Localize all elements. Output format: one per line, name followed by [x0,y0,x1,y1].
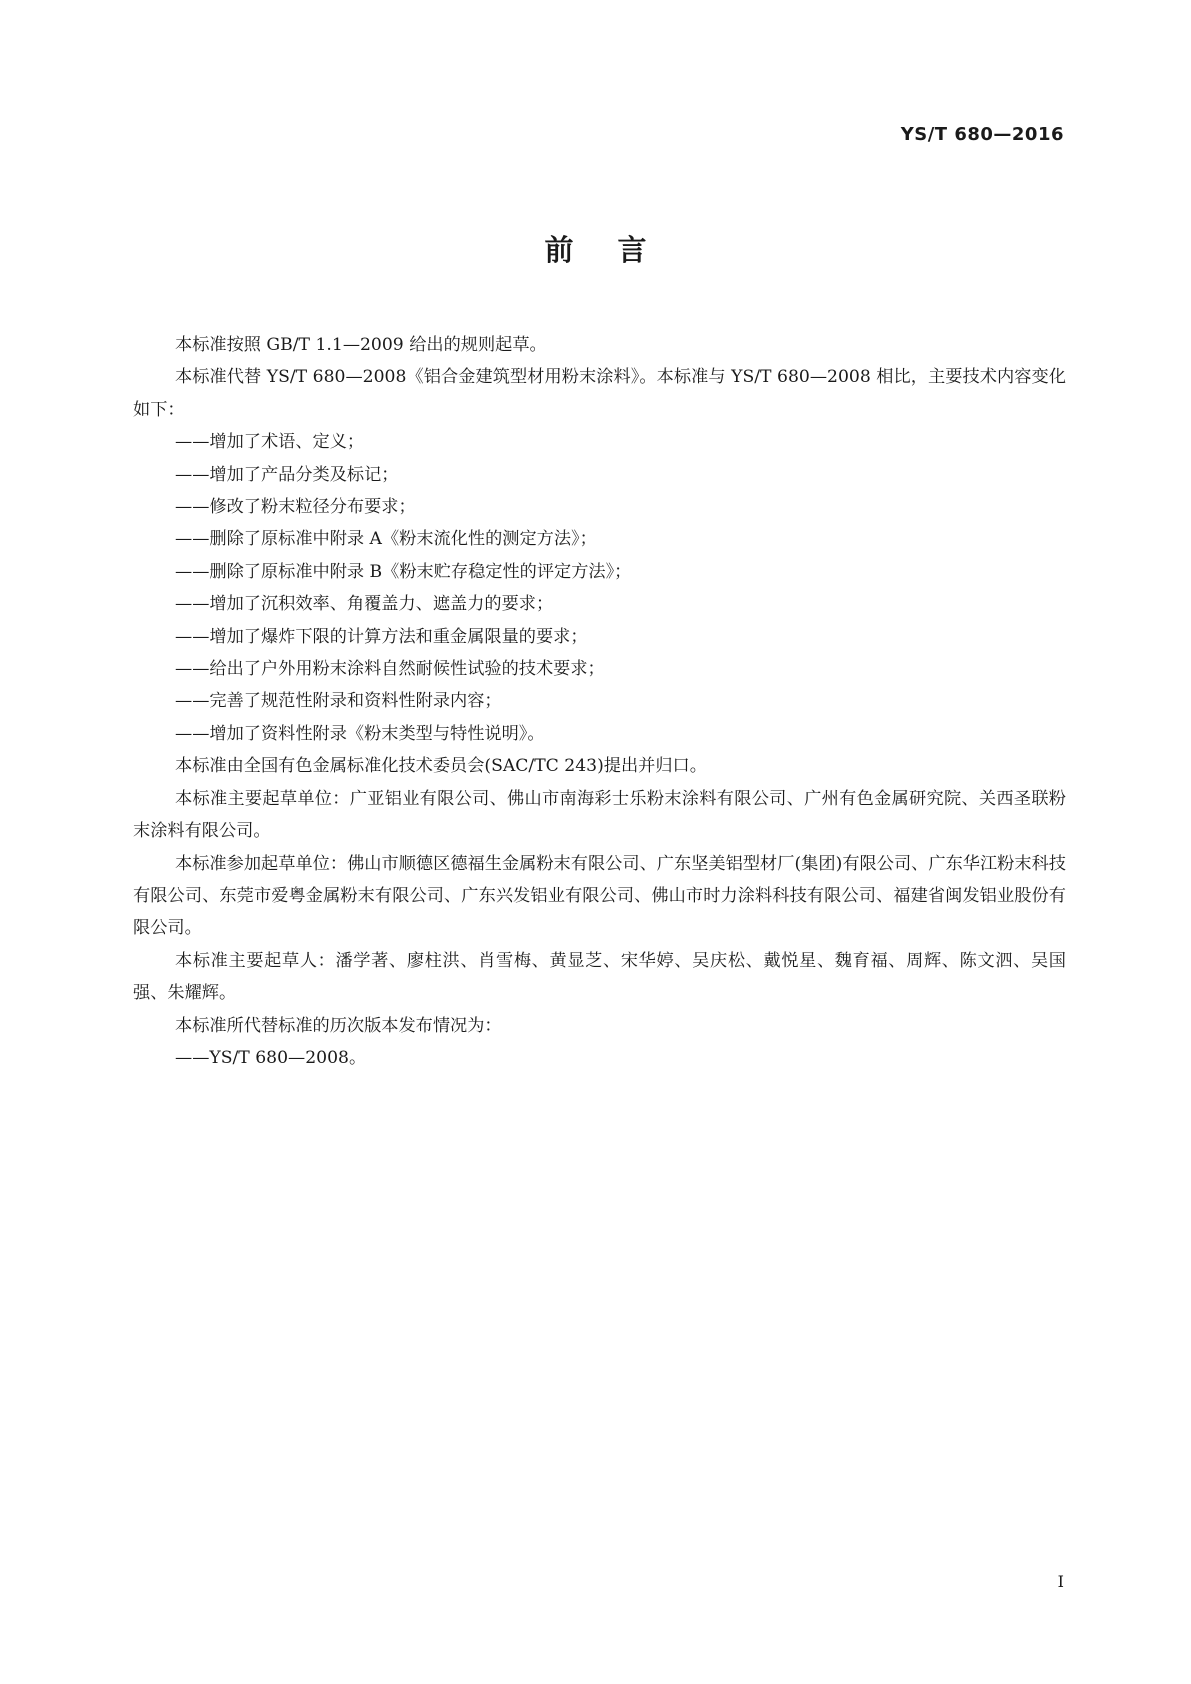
list-item: ——YS/T 680—2008。 [175,1047,367,1068]
paragraph-drafting-rules: 本标准按照 GB/T 1.1—2009 给出的规则起草。 [175,335,547,355]
standard-code: YS/T 680—2016 [900,124,1064,145]
list-item: ——修改了粉末粒径分布要求； [175,497,416,518]
list-item: ——给出了户外用粉末涂料自然耐候性试验的技术要求； [175,659,605,680]
list-item: ——增加了沉积效率、角覆盖力、遮盖力的要求； [175,594,554,615]
paragraph-replacement: 本标准代替 YS/T 680—2008《铝合金建筑型材用粉末涂料》。本标准与 YS/T 680—2008 相比，主要技术内容变化如下： [133,367,1066,420]
list-item: ——增加了爆炸下限的计算方法和重金属限量的要求； [175,626,588,647]
list-item: ——删除了原标准中附录 A《粉末流化性的测定方法》； [175,529,597,550]
paragraph-drafters: 本标准主要起草人：潘学著、廖柱洪、肖雪梅、黄显芝、宋华婷、吴庆松、戴悦星、魏育福、周辉、陈文泗、吴国强、朱耀辉。 [133,950,1066,1004]
paragraph-main-drafters-units: 本标准主要起草单位：广亚铝业有限公司、佛山市南海彩士乐粉末涂料有限公司、广州有色金属研究院、关西圣联粉末涂料有限公司。 [133,788,1066,842]
page-number: I [1057,1572,1064,1591]
paragraph-participating-units: 本标准参加起草单位：佛山市顺德区德福生金属粉末有限公司、广东坚美铝型材厂(集团)有限公司、广东华江粉末科技有限公司、东莞市爱粤金属粉末有限公司、广东兴发铝业有限公司、佛山市时力涂料科技有限公司、福建省闽发铝业股份有限公司。 [133,853,1066,939]
change-list [133,426,1066,750]
list-item: ——增加了产品分类及标记； [175,464,399,485]
list-item: ——删除了原标准中附录 B《粉末贮存稳定性的评定方法》； [175,561,632,582]
list-item: ——增加了术语、定义； [175,432,365,453]
list-item: ——完善了规范性附录和资料性附录内容； [175,691,502,712]
document-body [133,329,1066,1074]
list-item: ——增加了资料性附录《粉末类型与特性说明》。 [175,723,545,744]
page-title: 前言 [544,233,691,267]
paragraph-proposer: 本标准由全国有色金属标准化技术委员会(SAC/TC 243)提出并归口。 [175,756,707,777]
paragraph-history-intro: 本标准所代替标准的历次版本发布情况为： [175,1015,502,1036]
